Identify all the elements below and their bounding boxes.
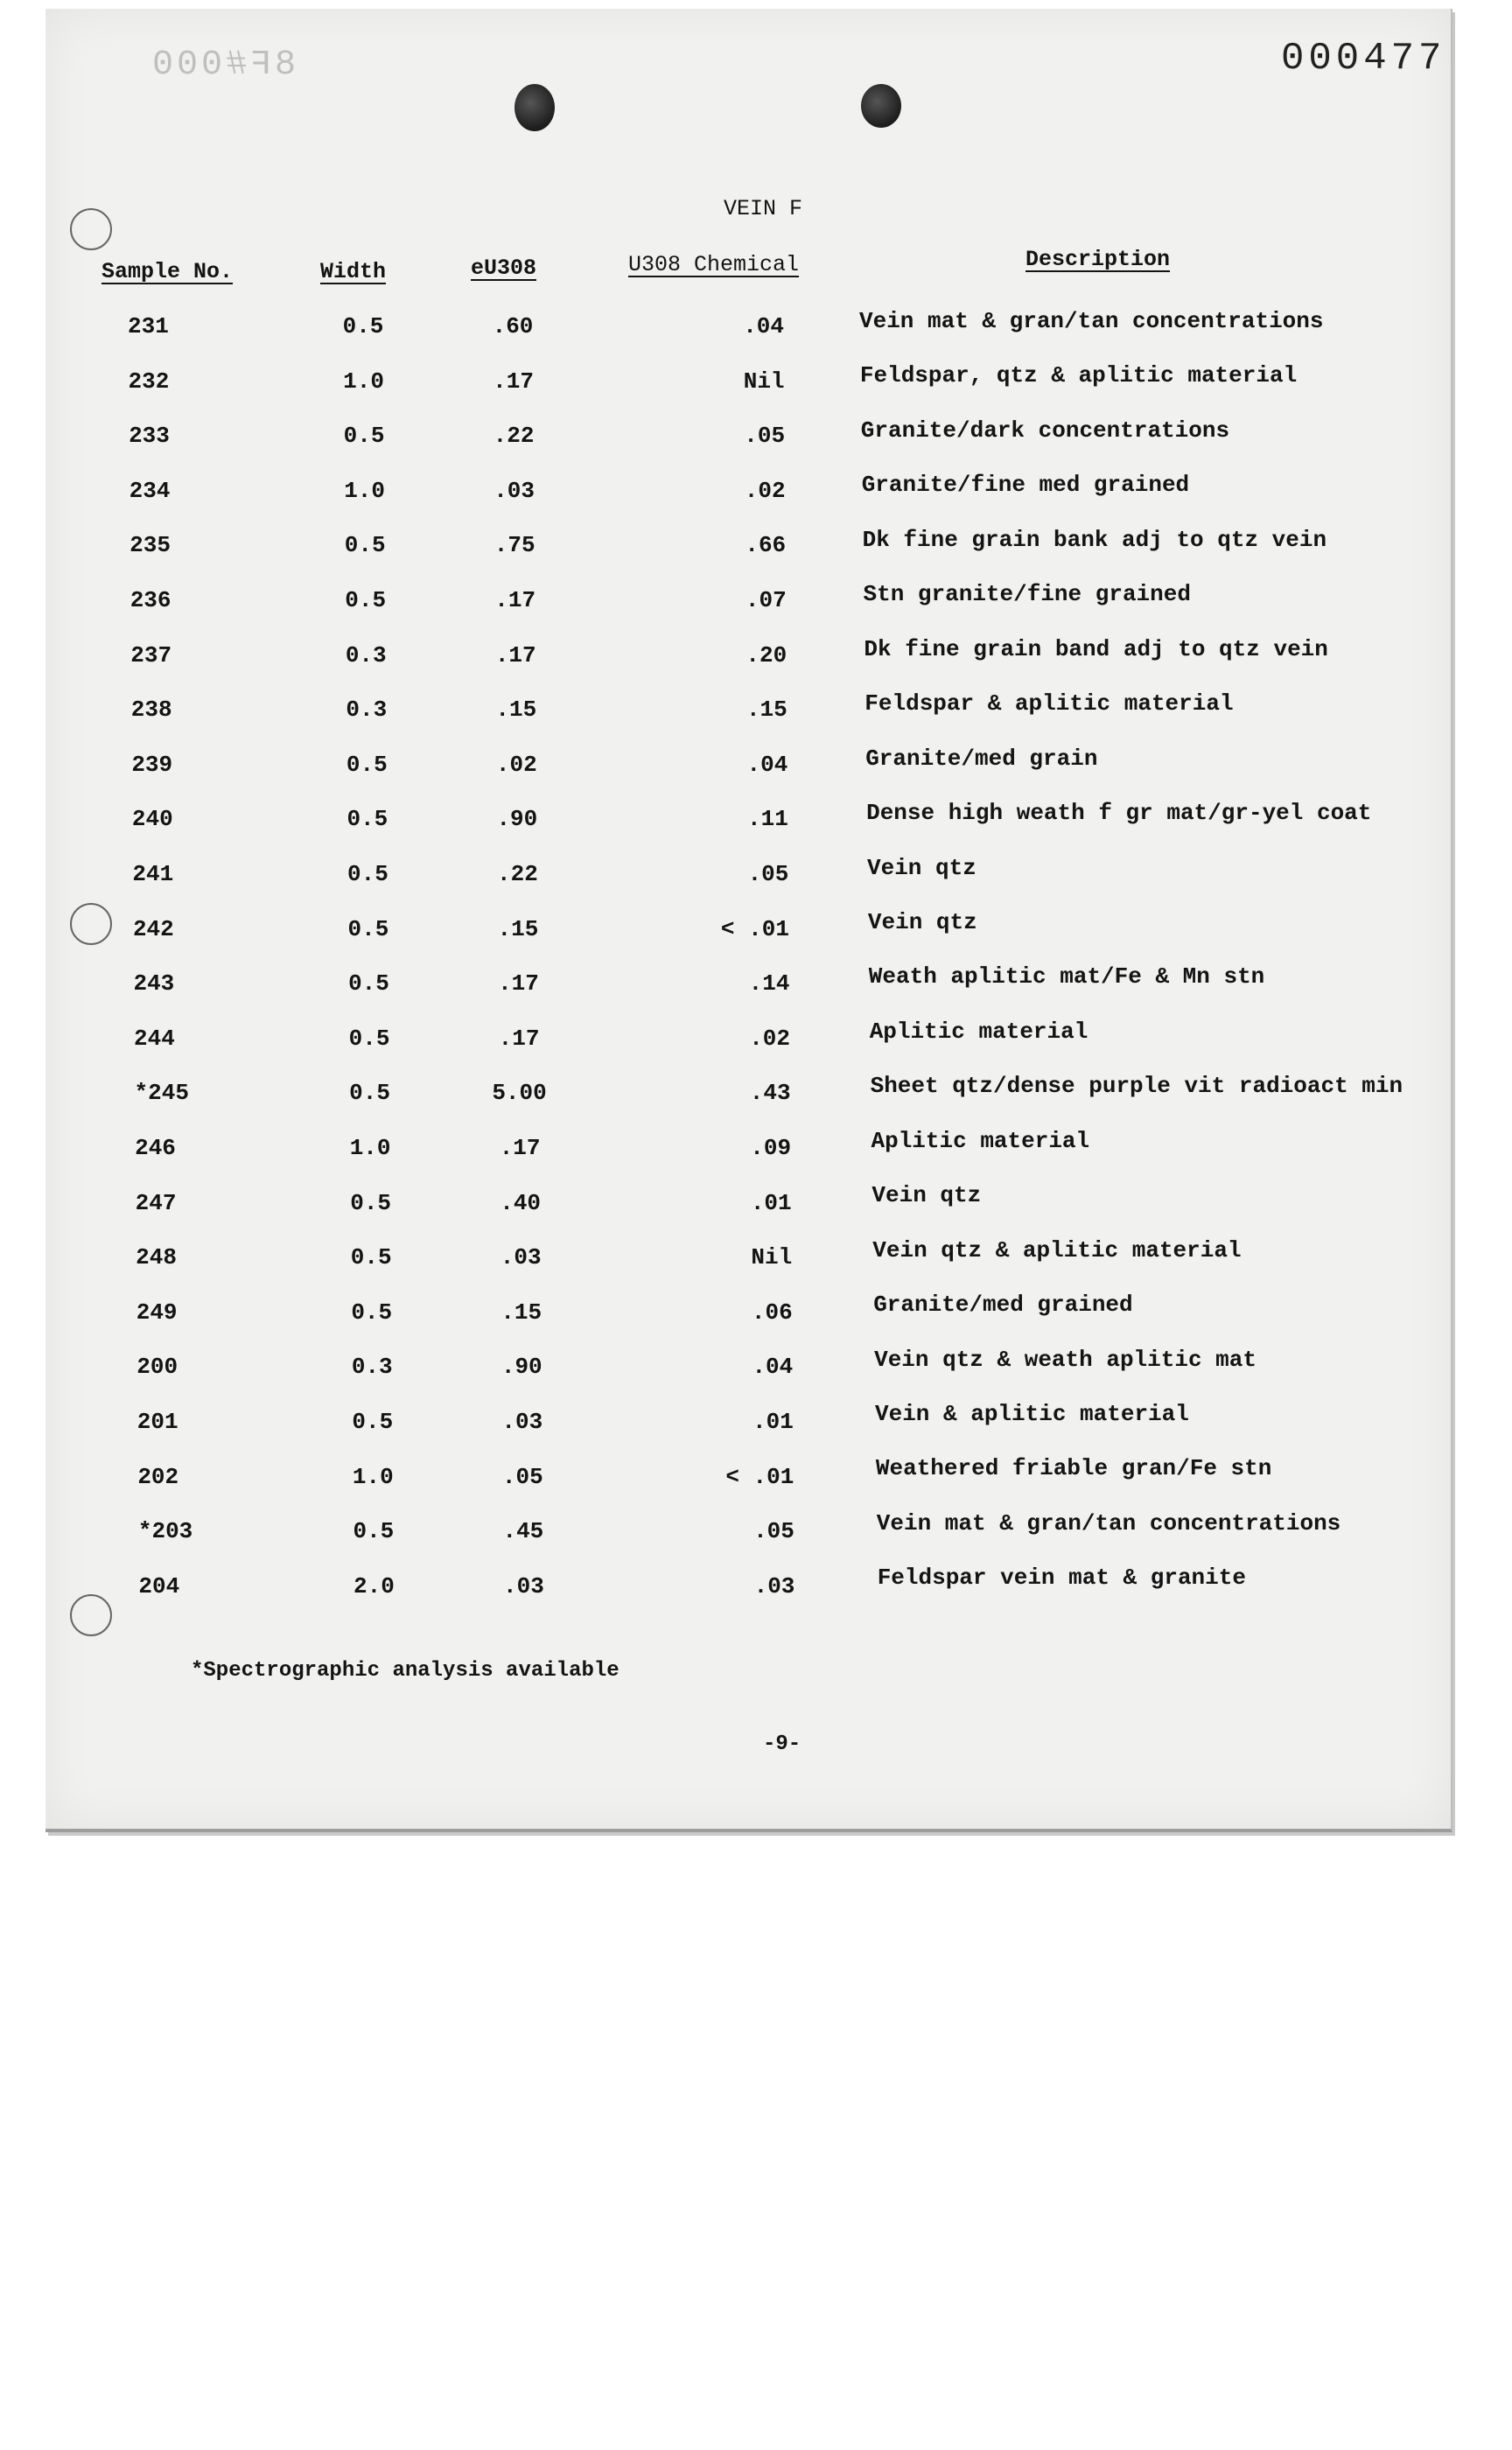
table-row: [46, 1018, 1451, 1060]
table-row: [46, 1236, 1451, 1279]
u308-chemical-cell: .04: [743, 313, 784, 340]
eu308-cell: .05: [501, 1463, 543, 1490]
eu308-cell: .17: [498, 970, 539, 998]
width-cell: 0.3: [345, 641, 387, 668]
width-cell: 0.5: [352, 1409, 394, 1435]
u308-chemical-cell: .05: [753, 1518, 794, 1545]
width-cell: 0.5: [348, 1025, 390, 1052]
width-cell: 0.3: [346, 696, 388, 724]
table-row: [46, 1455, 1451, 1499]
width-cell: 0.5: [350, 1189, 392, 1216]
u308-chemical-cell: .02: [749, 1025, 791, 1052]
description-cell: Weath aplitic mat/Fe & Mn stn: [868, 963, 1265, 990]
header-eu308: eU308: [471, 256, 537, 281]
sample-number-cell: 204: [138, 1572, 180, 1600]
eu308-cell: .03: [501, 1409, 543, 1435]
description-cell: Stn granite/fine grained: [863, 581, 1191, 608]
description-cell: Dk fine grain band adj to qtz vein: [864, 635, 1328, 662]
u308-chemical-cell: .14: [748, 970, 790, 998]
eu308-cell: .15: [500, 1298, 542, 1326]
u308-chemical-cell: .11: [747, 806, 788, 833]
sample-number-cell: 244: [134, 1025, 175, 1052]
sample-number-cell: 238: [130, 696, 172, 724]
description-cell: Granite/dark concentrations: [860, 416, 1230, 444]
eu308-cell: .45: [502, 1518, 544, 1545]
table-row: [46, 1401, 1451, 1444]
description-cell: Feldspar, qtz & aplitic material: [859, 362, 1298, 389]
eu308-cell: .15: [497, 915, 539, 942]
u308-chemical-cell: .06: [751, 1298, 793, 1326]
table-row: [46, 635, 1451, 677]
sample-number-cell: 242: [132, 915, 174, 942]
width-cell: 0.5: [349, 1080, 390, 1107]
table-row: [46, 581, 1451, 622]
sample-number-cell: 232: [128, 368, 170, 395]
width-cell: 1.0: [352, 1463, 394, 1490]
table-row: [46, 472, 1451, 513]
description-cell: Dense high weath f gr mat/gr-yel coat: [866, 800, 1372, 827]
table-row: [46, 690, 1451, 732]
width-cell: 0.5: [350, 1244, 392, 1271]
width-cell: 1.0: [344, 477, 386, 504]
sample-number-cell: *203: [137, 1518, 193, 1545]
eu308-cell: .75: [494, 532, 536, 559]
u308-chemical-cell: .04: [752, 1354, 794, 1381]
header-sample-no: Sample No.: [102, 259, 234, 284]
u308-chemical-cell: .01: [750, 1189, 792, 1216]
eu308-cell: 5.00: [492, 1080, 547, 1107]
eu308-cell: .03: [500, 1244, 542, 1271]
binder-hole-ring: [70, 208, 112, 250]
punch-hole-mark: [861, 84, 901, 128]
table-row: [46, 745, 1451, 787]
description-cell: Granite/fine med grained: [861, 472, 1190, 499]
width-cell: 0.5: [348, 970, 389, 998]
table-row: [46, 854, 1451, 896]
table-row: [46, 526, 1451, 567]
description-cell: Vein & aplitic material: [875, 1401, 1189, 1427]
table-row: [46, 1182, 1451, 1225]
width-cell: 1.0: [343, 368, 384, 395]
sample-number-cell: *245: [134, 1080, 189, 1107]
width-cell: 0.3: [351, 1354, 393, 1381]
punch-hole-mark: [514, 84, 555, 131]
table-row: [46, 1509, 1451, 1553]
table-row: [46, 1292, 1451, 1334]
table-row: [46, 362, 1451, 403]
width-cell: 0.5: [346, 861, 388, 887]
width-cell: 0.5: [346, 806, 388, 833]
u308-chemical-cell: < .01: [725, 1463, 794, 1490]
width-cell: 0.5: [346, 751, 388, 778]
sample-number-cell: 248: [136, 1244, 177, 1271]
eu308-cell: .17: [494, 641, 536, 668]
description-cell: Aplitic material: [871, 1127, 1090, 1154]
document-stamp-number: 000477: [1281, 37, 1446, 80]
sample-number-cell: 237: [130, 641, 172, 668]
u308-chemical-cell: .05: [747, 861, 789, 887]
u308-chemical-cell: Nil: [743, 368, 785, 395]
description-cell: Feldspar & aplitic material: [864, 690, 1234, 718]
description-cell: Feldspar vein mat & granite: [877, 1564, 1246, 1592]
description-cell: Vein qtz: [872, 1182, 982, 1209]
width-cell: 0.5: [353, 1518, 395, 1545]
eu308-cell: .02: [495, 751, 537, 778]
u308-chemical-cell: .20: [746, 641, 788, 668]
width-cell: 0.5: [342, 313, 384, 340]
description-cell: Aplitic material: [869, 1018, 1088, 1045]
eu308-cell: .40: [500, 1189, 542, 1216]
u308-chemical-cell: .09: [750, 1135, 792, 1161]
faint-stamp-number: 8F#000: [149, 46, 297, 85]
table-row: [46, 308, 1451, 348]
u308-chemical-cell: .03: [753, 1572, 795, 1600]
eu308-cell: .17: [494, 587, 536, 613]
width-cell: 0.5: [343, 423, 385, 450]
width-cell: 2.0: [354, 1572, 395, 1600]
sample-number-cell: 202: [137, 1463, 179, 1490]
sample-number-cell: 236: [130, 587, 172, 613]
table-row: [46, 908, 1451, 951]
description-cell: Vein mat & gran/tan concentrations: [859, 308, 1324, 334]
description-cell: Vein mat & gran/tan concentrations: [876, 1509, 1341, 1536]
sample-number-cell: 201: [136, 1409, 178, 1435]
table-row: [46, 963, 1451, 1005]
eu308-cell: .90: [500, 1354, 542, 1381]
document-page: [46, 9, 1452, 1832]
description-cell: Sheet qtz/dense purple vit radioact min: [870, 1073, 1404, 1100]
sample-number-cell: 231: [128, 313, 169, 340]
sample-number-cell: 246: [135, 1135, 176, 1161]
table-row: [46, 800, 1451, 841]
width-cell: 0.5: [351, 1298, 393, 1326]
u308-chemical-cell: .04: [746, 751, 788, 778]
description-cell: Weathered friable gran/Fe stn: [875, 1455, 1272, 1482]
table-row: [46, 1127, 1451, 1170]
header-width: Width: [320, 259, 387, 284]
eu308-cell: .03: [494, 477, 536, 504]
header-description: Description: [1026, 247, 1171, 272]
table-row: [46, 416, 1451, 458]
eu308-cell: .22: [493, 423, 535, 450]
u308-chemical-cell: .05: [744, 423, 786, 450]
sample-number-cell: 240: [131, 806, 173, 833]
sample-number-cell: 247: [135, 1189, 177, 1216]
eu308-cell: .15: [495, 696, 537, 724]
sample-number-cell: 200: [136, 1354, 178, 1381]
page-number: -9-: [763, 1732, 802, 1756]
sample-number-cell: 239: [131, 751, 173, 778]
u308-chemical-cell: .02: [744, 477, 786, 504]
width-cell: 0.5: [344, 532, 386, 559]
description-cell: Vein qtz: [867, 854, 976, 881]
sample-number-cell: 249: [136, 1298, 178, 1326]
eu308-cell: .90: [496, 806, 538, 833]
header-u308-chemical: U308 Chemical: [628, 252, 800, 277]
u308-chemical-cell: .01: [752, 1409, 794, 1435]
description-cell: Vein qtz & aplitic material: [872, 1236, 1242, 1264]
u308-chemical-cell: .66: [745, 532, 787, 559]
description-cell: Vein qtz: [867, 908, 977, 935]
sample-number-cell: 235: [130, 532, 171, 559]
eu308-cell: .17: [493, 368, 534, 395]
width-cell: 1.0: [349, 1135, 391, 1161]
width-cell: 0.5: [347, 915, 389, 942]
width-cell: 0.5: [345, 587, 387, 613]
description-cell: Granite/med grain: [865, 745, 1098, 772]
sample-number-cell: 234: [129, 477, 171, 504]
eu308-cell: .17: [499, 1135, 541, 1161]
u308-chemical-cell: .07: [745, 587, 787, 613]
sample-number-cell: 233: [129, 423, 170, 450]
u308-chemical-cell: Nil: [751, 1244, 793, 1271]
sample-number-cell: 241: [132, 861, 174, 887]
table-title: VEIN F: [723, 196, 802, 221]
eu308-cell: .22: [496, 861, 538, 887]
description-cell: Granite/med grained: [873, 1292, 1133, 1319]
u308-chemical-cell: < .01: [720, 915, 789, 942]
description-cell: Dk fine grain bank adj to qtz vein: [862, 526, 1327, 553]
u308-chemical-cell: .43: [749, 1080, 791, 1107]
table-row: [46, 1073, 1451, 1115]
footnote: *Spectrographic analysis available: [191, 1659, 620, 1683]
sample-number-cell: 243: [133, 970, 175, 998]
table-row: [46, 1564, 1451, 1608]
eu308-cell: .03: [503, 1572, 544, 1600]
table-row: [46, 1346, 1451, 1389]
eu308-cell: .60: [492, 313, 534, 340]
eu308-cell: .17: [498, 1025, 540, 1052]
u308-chemical-cell: .15: [746, 696, 788, 724]
description-cell: Vein qtz & weath aplitic mat: [874, 1346, 1256, 1373]
